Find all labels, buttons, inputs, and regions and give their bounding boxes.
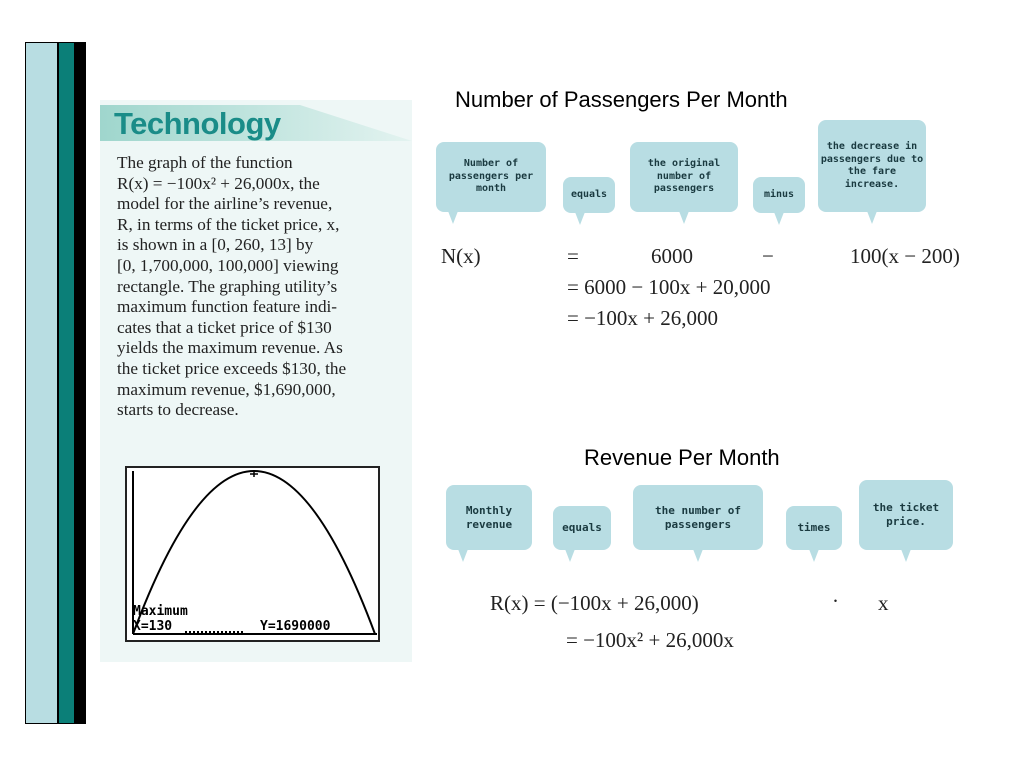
passengers-step2: = −100x + 26,000 xyxy=(567,306,719,330)
revenue-heading: Revenue Per Month xyxy=(584,445,780,470)
bubble-times: times xyxy=(786,506,842,550)
technology-title: Technology xyxy=(114,106,281,141)
bubble-original-passengers: the original number of passengers xyxy=(630,142,738,212)
bubble-decrease-in-passengers: the decrease in passengers due to the fare increase. xyxy=(818,120,926,212)
revenue-eq-dot: · xyxy=(832,589,839,613)
calculator-screen xyxy=(125,466,380,642)
sidebar-black-stripe xyxy=(75,42,86,724)
calculator-maximum-label: Maximum xyxy=(133,604,188,619)
passengers-eq-equals: = xyxy=(567,244,579,268)
sidebar-light-stripe xyxy=(25,42,58,724)
description-line: maximum revenue, $1,690,000, xyxy=(117,379,336,399)
passengers-eq-term1: 6000 xyxy=(651,244,693,268)
description-line: starts to decrease. xyxy=(117,400,239,420)
sidebar-teal-stripe xyxy=(58,42,75,724)
description-line: yields the maximum revenue. As xyxy=(117,338,343,358)
description-line: R(x) = −100x² + 26,000x, the xyxy=(117,173,320,193)
description-line: [0, 1,700,000, 100,000] viewing xyxy=(117,255,339,275)
passengers-eq-minus: − xyxy=(762,244,774,268)
passengers-eq-term2: 100(x − 200) xyxy=(850,244,960,268)
description-line: maximum function feature indi- xyxy=(117,297,338,317)
description-line: The graph of the function xyxy=(117,153,293,172)
revenue-eq-x: x xyxy=(878,591,889,615)
bubble-monthly-revenue: Monthly revenue xyxy=(446,485,532,550)
bubble-number-of-passengers: Number of passengers per month xyxy=(436,142,546,212)
bubble-equals: equals xyxy=(563,177,615,213)
revenue-eq-line: R(x) = (−100x + 26,000) xyxy=(490,591,699,615)
calculator-y-readout: Y=1690000 xyxy=(260,619,331,634)
description-line: R, in terms of the ticket price, x, xyxy=(117,214,340,234)
description-line: model for the airline’s revenue, xyxy=(117,194,333,214)
bubble-ticket-price: the ticket price. xyxy=(859,480,953,550)
description-line: cates that a ticket price of $130 xyxy=(117,317,332,337)
passengers-heading: Number of Passengers Per Month xyxy=(455,87,788,112)
description-line: the ticket price exceeds $130, the xyxy=(117,358,347,378)
revenue-step1: = −100x² + 26,000x xyxy=(566,628,734,652)
passengers-eq-lhs: N(x) xyxy=(441,244,481,268)
technology-description xyxy=(117,153,402,421)
bubble-equals-revenue: equals xyxy=(553,506,611,550)
description-line: is shown in a [0, 260, 13] by xyxy=(117,235,314,255)
passengers-step1: = 6000 − 100x + 20,000 xyxy=(567,275,771,299)
bubble-number-of-passengers-revenue: the number of passengers xyxy=(633,485,763,550)
bubble-minus: minus xyxy=(753,177,805,213)
description-line: rectangle. The graphing utility’s xyxy=(117,276,338,296)
calculator-x-readout: X=130 xyxy=(133,619,173,634)
decorative-sidebar xyxy=(25,42,86,724)
